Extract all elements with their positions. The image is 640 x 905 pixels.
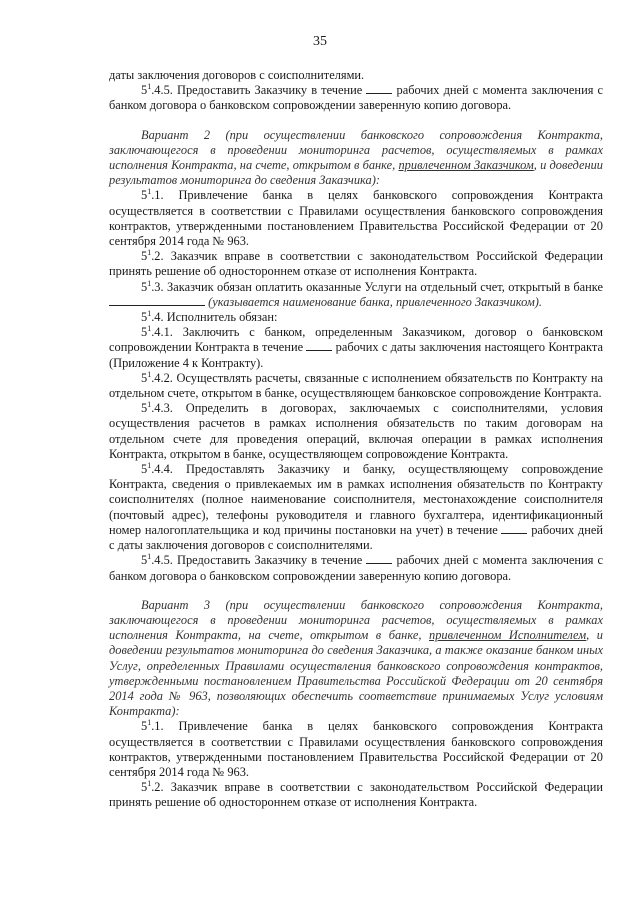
clause-5-1-4-5: $5^1.4.5$. Предоставить Заказчику в течение рабочих дней с момента заключения с банком договора о банковском сопровождении заверенную копию договора. [109,552,604,583]
clause-5-1-4-5-top: $5^1.4.5$. Предоставить Заказчику в течение рабочих дней с момента заключения с банком договора о банковском сопровождении заверенную копию договора. [109,82,604,113]
clause-5-1-1: $5^1.1$. Привлечение банка в целях банковского сопровождения Контракта осуществляется в соответствии с Правилами осуществления банковского сопровождения контрактов, утвержденными постановлением Правительства Российской Федерации от 20 сентября 2014 года № 963. [109,187,603,249]
variant-2-heading: Вариант 2 (при осуществлении банковского сопровождения Контракта, заключающегося в проведении мониторинга расчетов, осуществляемых в рамках исполнения Контракта, на счете, открытом в банке, привлеченном Заказчиком, и доведении результатов мониторинга до сведения Заказчика): [109,127,603,188]
bank-name-blank [109,295,205,306]
blank-field [366,553,392,564]
clause-5-1-4-1: $5^1.4.1$. Заключить с банком, определенным Заказчиком, договор о банковском сопровождении Контракта в течение рабочих с даты заключения настоящего Контракта (Приложение 4 к Контракту). [109,324,603,370]
variant-3-heading: Вариант 3 (при осуществлении банковского сопровождения Контракта, заключающегося в проведении мониторинга расчетов, осуществляемых в рамках исполнения Контракта, на счете, открытом в банке, привлеченном Исполнителем, и доведении результатов мониторинга до сведения Заказчика, а также оказание банком иных Услуг, определенных Правилами осуществления банковского сопровождения контрактов, утвержденными постановлением Правительства Российской Федерации от 20 сентября 2014 года № 963, позволяющих обеспечить соответствие принимаемых Услуг условиям Контракта): [109,597,604,719]
clause-v3-5-1-2: $5^1.2$. Заказчик вправе в соответствии с законодательством Российской Федерации принять решение об одностороннем отказе от исполнения Контракта. [109,779,603,810]
document-body [109,68,603,811]
blank-field [501,523,527,534]
clause-5-1-4-4: $5^1.4.4$. Предоставлять Заказчику и банку, осуществляющему сопровождение Контракта, сведения о привлекаемых им в рамках исполнения обязательств по Контракту соисполнителях (полное наименование соисполнителя, местонахождение соисполнителя (почтовый адрес), телефоны руководителя и главного бухгалтера, идентификационный номер налогоплательщика и код причины постановки на учет) в течение рабочих дней с даты заключения договоров с соисполнителями. [109,460,603,553]
paragraph: даты заключения договоров с соисполнителями. [109,68,365,82]
clause-v3-5-1-1: $5^1.1$. Привлечение банка в целях банковского сопровождения Контракта осуществляется в соответствии с Правилами осуществления банковского сопровождения контрактов, утвержденными постановлением Правительства Российской Федерации от 20 сентября 2014 года № 963. [109,718,603,779]
clause-5-1-3: $5^1.3$. Заказчик обязан оплатить оказанные Услуги на отдельный счет, открытый в банке (указывается наименование банка, привлеченного Заказчиком). [109,280,603,310]
blank-field [366,83,392,94]
clause-5-1-2: $5^1.2$. Заказчик вправе в соответствии с законодательством Российской Федерации принять решение об одностороннем отказе от исполнения Контракта. [109,248,603,279]
page-number: 35 [313,34,327,49]
clause-5-1-4-3: $5^1.4.3$. Определить в договорах, заключаемых с соисполнителями, условия осуществления расчетов в рамках исполнения обязательств по таким договорам на отдельном счете для проведения операций, включая операции в рамках исполнения Контракта, открытом в банке, осуществляющем сопровождение Контракта. [109,400,603,461]
clause-5-1-4: $5^1.4$. Исполнитель обязан: [141,308,278,325]
blank-field [306,340,332,351]
clause-5-1-4-2: $5^1.4.2$. Осуществлять расчеты, связанные с исполнением обязательств по Контракту на отдельном счете, открытом в банке, осуществляющем банковское сопровождение Контракта. [109,369,603,401]
